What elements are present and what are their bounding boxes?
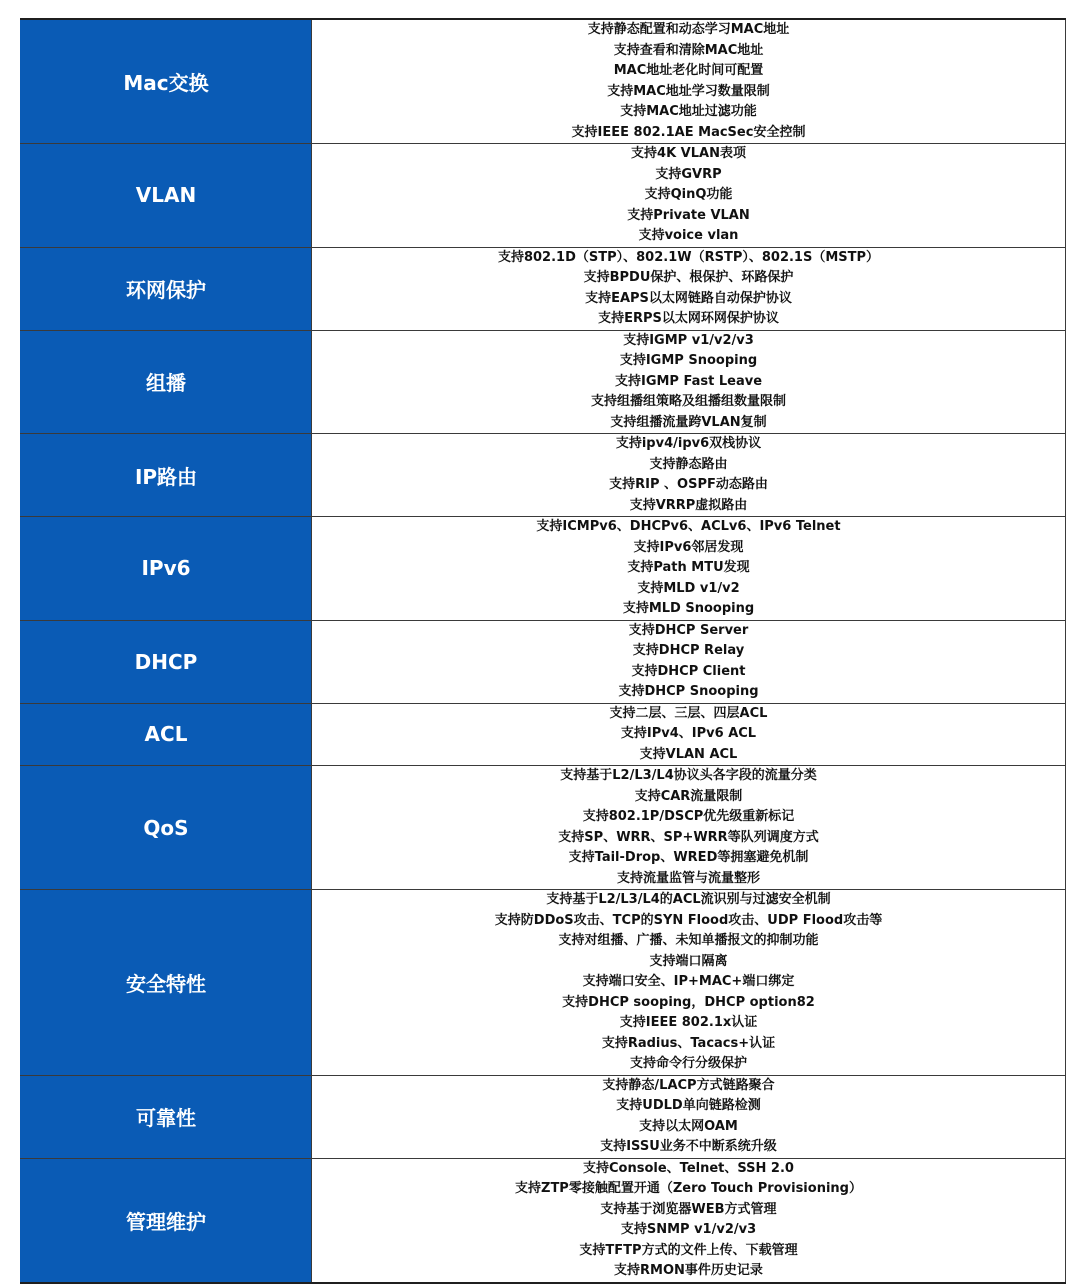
category-cell: VLAN	[21, 144, 312, 248]
features-cell	[312, 620, 1066, 703]
feature-item: 支持SP、WRR、SP+WRR等队列调度方式	[558, 829, 819, 845]
feature-item: 支持MAC地址过滤功能	[620, 104, 757, 119]
features-cell	[312, 1158, 1066, 1283]
feature-item: 支持基于L2/L3/L4的ACL流识别与过滤安全机制	[546, 892, 831, 907]
feature-item: 支持Private VLAN	[627, 207, 750, 223]
category-cell: QoS	[21, 766, 312, 890]
feature-item: 支持IEEE 802.1x认证	[619, 1015, 758, 1030]
table-row	[21, 330, 1066, 434]
feature-item: 支持IGMP Snooping	[619, 353, 758, 368]
table-row	[21, 434, 1066, 517]
features-cell	[312, 766, 1066, 890]
feature-item: 支持二层、三层、四层ACL	[609, 705, 768, 721]
feature-item: 支持VLAN ACL	[639, 746, 738, 762]
features-cell	[312, 144, 1066, 248]
feature-item: 支持DHCP Client	[631, 663, 746, 679]
category-cell: 环网保护	[21, 247, 312, 330]
feature-item: 支持VRRP虚拟路由	[629, 497, 748, 513]
features-cell	[312, 19, 1066, 144]
feature-item: 支持voice vlan	[638, 228, 739, 243]
category-cell: 管理维护	[21, 1158, 312, 1283]
feature-item: 支持DHCP Relay	[632, 643, 745, 658]
feature-item: 支持Path MTU发现	[627, 560, 750, 575]
features-cell	[312, 517, 1066, 621]
feature-item: 支持Radius、Tacacs+认证	[601, 1035, 776, 1051]
feature-item: 支持DHCP Snooping	[618, 684, 759, 699]
feature-item: 支持IGMP Fast Leave	[614, 373, 763, 389]
table-row	[21, 620, 1066, 703]
features-cell	[312, 434, 1066, 517]
feature-item: 支持Tail-Drop、WRED等拥塞避免机制	[568, 850, 809, 865]
feature-item: 支持IEEE 802.1AE MacSec安全控制	[571, 124, 806, 140]
feature-item: 支持MLD Snooping	[622, 601, 755, 616]
table-row	[21, 247, 1066, 330]
feature-item: 支持基于L2/L3/L4协议头各字段的流量分类	[560, 768, 817, 783]
features-cell	[312, 703, 1066, 766]
table-row	[21, 766, 1066, 890]
feature-item: 支持组播流量跨VLAN复制	[610, 414, 767, 430]
feature-item: 支持对组播、广播、未知单播报文的抑制功能	[558, 933, 819, 948]
feature-item: 支持802.1D（STP）、802.1W（RSTP）、802.1S（MSTP）	[497, 249, 880, 265]
feature-item: 支持IPv4、IPv6 ACL	[620, 726, 757, 741]
feature-item: 支持静态路由	[649, 456, 728, 472]
feature-item: 支持SNMP v1/v2/v3	[620, 1222, 757, 1237]
feature-item: 支持ZTP零接触配置开通（Zero Touch Provisioning）	[515, 1181, 862, 1196]
category-cell: 可靠性	[21, 1075, 312, 1158]
table-row	[21, 1158, 1066, 1283]
feature-item: 支持MLD v1/v2	[637, 580, 740, 596]
table-row	[21, 890, 1066, 1076]
feature-item: 支持ipv4/ipv6双栈协议	[615, 436, 762, 451]
category-cell: DHCP	[21, 620, 312, 703]
feature-item: 支持基于浏览器WEB方式管理	[600, 1201, 777, 1217]
spec-table	[20, 18, 1066, 1284]
feature-item: 支持静态配置和动态学习MAC地址	[587, 22, 790, 37]
feature-item: 支持MAC地址学习数量限制	[607, 83, 770, 99]
feature-item: 支持以太网OAM	[639, 1118, 738, 1134]
feature-item: 支持防DDoS攻击、TCP的SYN Flood攻击、UDP Flood攻击等	[494, 912, 883, 928]
feature-item: 支持IGMP v1/v2/v3	[623, 332, 754, 348]
table-row	[21, 703, 1066, 766]
feature-item: MAC地址老化时间可配置	[613, 63, 764, 78]
features-cell	[312, 1075, 1066, 1158]
feature-item: 支持TFTP方式的文件上传、下载管理	[579, 1242, 798, 1258]
feature-item: 支持RMON事件历史记录	[614, 1263, 763, 1278]
feature-item: 支持UDLD单向链路检测	[616, 1098, 761, 1113]
feature-item: 支持CAR流量限制	[634, 788, 743, 804]
category-cell: 组播	[21, 330, 312, 434]
feature-item: 支持流量监管与流量整形	[616, 870, 760, 886]
feature-item: 支持Console、Telnet、SSH 2.0	[583, 1160, 794, 1176]
table-row	[21, 517, 1066, 621]
table-row	[21, 144, 1066, 248]
feature-item: 支持IPv6邻居发现	[633, 539, 744, 555]
features-cell	[312, 247, 1066, 330]
feature-item: 支持端口安全、IP+MAC+端口绑定	[582, 974, 795, 989]
feature-item: 支持DHCP sooping，DHCP option82	[562, 994, 815, 1010]
feature-item: 支持QinQ功能	[644, 187, 733, 202]
feature-item: 支持GVRP	[655, 166, 722, 182]
feature-item: 支持组播组策略及组播组数量限制	[590, 394, 786, 409]
feature-item: 支持BPDU保护、根保护、环路保护	[583, 270, 794, 285]
feature-item: 支持802.1P/DSCP优先级重新标记	[582, 809, 795, 824]
spec-table-body	[21, 19, 1066, 1283]
category-cell: Mac交换	[21, 19, 312, 144]
feature-item: 支持RIP 、OSPF动态路由	[609, 477, 768, 492]
feature-item: 支持查看和清除MAC地址	[613, 42, 764, 58]
feature-item: 支持静态/LACP方式链路聚合	[602, 1077, 775, 1093]
feature-item: 支持DHCP Server	[628, 622, 749, 638]
feature-item: 支持ISSU业务不中断系统升级	[600, 1139, 777, 1154]
feature-item: 支持命令行分级保护	[629, 1056, 747, 1071]
features-cell	[312, 890, 1066, 1076]
category-cell: IP路由	[21, 434, 312, 517]
category-cell: 安全特性	[21, 890, 312, 1076]
category-cell: IPv6	[21, 517, 312, 621]
feature-item: 支持端口隔离	[649, 953, 728, 969]
feature-item: 支持EAPS以太网链路自动保护协议	[585, 290, 792, 306]
feature-item: 支持ERPS以太网环网保护协议	[598, 311, 779, 326]
feature-item: 支持4K VLAN表项	[631, 146, 746, 161]
table-row	[21, 1075, 1066, 1158]
table-row	[21, 19, 1066, 144]
feature-item: 支持ICMPv6、DHCPv6、ACLv6、IPv6 Telnet	[536, 519, 841, 534]
category-cell: ACL	[21, 703, 312, 766]
features-cell	[312, 330, 1066, 434]
